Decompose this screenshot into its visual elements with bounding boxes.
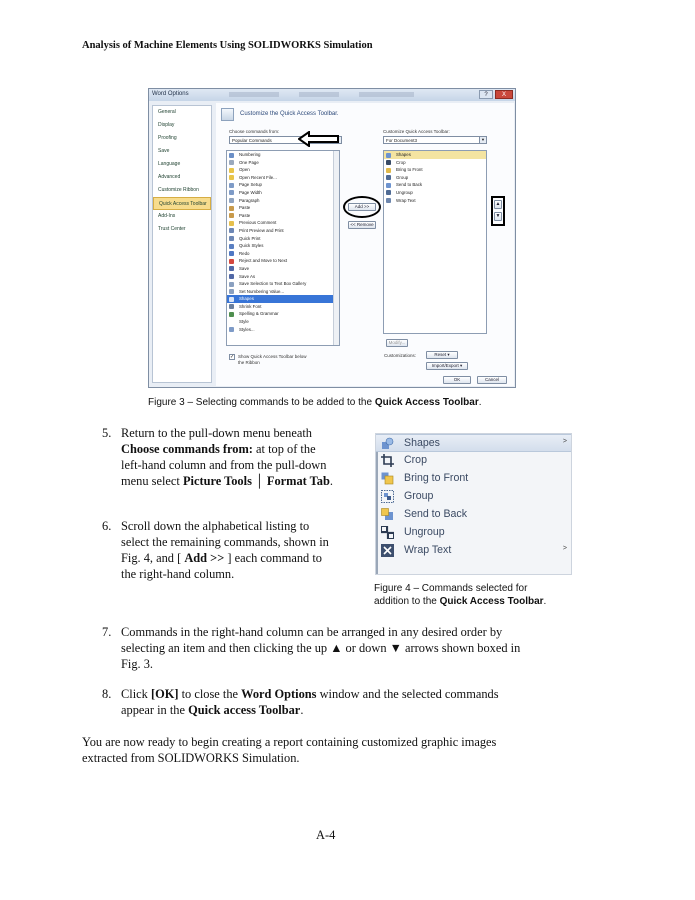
paste-icon: [229, 213, 234, 218]
crop-icon: [381, 454, 394, 467]
step-line: Scroll down the alphabetical listing to: [121, 519, 310, 533]
move-down-button[interactable]: ▼: [495, 213, 501, 219]
numbering-value-icon: [229, 289, 234, 294]
step-line: Click [OK] to close the Word Options window and the selected commands: [121, 687, 499, 701]
page-width-icon: [229, 190, 234, 195]
bring-to-front-icon: [381, 472, 394, 485]
list-item[interactable]: Paste: [227, 212, 339, 220]
wrap-text-icon: [386, 198, 391, 203]
closing-paragraph: [82, 734, 582, 766]
step-line: select the remaining commands, shown in: [121, 535, 329, 549]
list-item[interactable]: Wrap Text: [384, 197, 486, 205]
customizations-label: Customizations:: [384, 353, 417, 358]
running-header: Analysis of Machine Elements Using SOLIDWORKS Simulation: [82, 40, 373, 51]
show-below-checkbox[interactable]: ✓: [230, 354, 235, 360]
paragraph-line: You are now ready to begin creating a report containing customized graphic images: [82, 735, 497, 749]
spelling-icon: [229, 312, 234, 317]
list-item[interactable]: Save As: [227, 273, 339, 281]
chevron-down-icon[interactable]: ▼: [479, 137, 486, 143]
step-line: left-hand column and from the pull-down: [121, 458, 327, 472]
list-item[interactable]: Send to Back: [384, 181, 486, 189]
list-item[interactable]: Bring to Front: [376, 470, 571, 488]
list-item[interactable]: Spelling & Grammar: [227, 310, 339, 318]
open-recent-icon: [229, 175, 234, 180]
group-icon: [386, 175, 391, 180]
print-preview-icon: [229, 228, 234, 233]
list-item[interactable]: Quick Styles: [227, 242, 339, 250]
list-item[interactable]: Print Preview and Print: [227, 227, 339, 235]
step-number: 7.: [102, 625, 112, 639]
save-as-icon: [229, 274, 234, 279]
list-item[interactable]: One Page: [227, 159, 339, 167]
dialog-title: Word Options: [152, 91, 189, 97]
open-folder-icon: [229, 168, 234, 173]
list-item[interactable]: Wrap Text >: [376, 542, 571, 560]
list-item[interactable]: Bring to Front: [384, 166, 486, 174]
list-item[interactable]: Page Width: [227, 189, 339, 197]
crop-icon: [386, 160, 391, 165]
options-nav: [152, 105, 212, 383]
pane-title: Customize the Quick Access Toolbar.: [240, 111, 339, 117]
expand-icon: >: [562, 545, 567, 552]
nav-language[interactable]: Language: [158, 161, 181, 167]
numbering-icon: [229, 153, 234, 158]
list-item[interactable]: Open Recent File...: [227, 174, 339, 182]
nav-trust-center[interactable]: Trust Center: [158, 226, 186, 232]
help-button[interactable]: ?: [479, 90, 493, 99]
figure-4-command-list: [375, 433, 572, 575]
send-to-back-icon: [386, 183, 391, 188]
send-to-back-icon: [381, 508, 394, 521]
reject-icon: [229, 259, 234, 264]
nav-display[interactable]: Display: [158, 122, 175, 128]
customize-qat-value: For Document3: [386, 138, 418, 143]
customize-qat-label: Customize Quick Access Toolbar:: [383, 129, 450, 134]
ungroup-icon: [381, 526, 394, 539]
choose-commands-label: Choose commands from:: [229, 129, 280, 134]
list-item[interactable]: Style: [227, 318, 339, 326]
list-item[interactable]: Paragraph: [227, 197, 339, 205]
list-item[interactable]: Crop: [384, 159, 486, 167]
modify-button[interactable]: Modify...: [386, 339, 408, 347]
redo-icon: [229, 251, 234, 256]
figure-4-caption: Figure 4 – Commands selected for addition to the Quick Access Toolbar.: [374, 583, 547, 607]
import-export-button[interactable]: Import/Export ▾: [426, 362, 468, 370]
choose-commands-value: Popular Commands: [232, 138, 272, 143]
shapes-icon: [386, 153, 391, 158]
quick-styles-icon: [229, 244, 234, 249]
qat-commands-list[interactable]: [383, 150, 487, 334]
list-item[interactable]: Quick Print: [227, 235, 339, 243]
list-item[interactable]: Ungroup: [376, 524, 571, 542]
list-item-selected[interactable]: Shapes >: [376, 434, 571, 452]
shrink-font-icon: [229, 304, 234, 309]
step-line: Fig. 4, and [ Add >> ] each command to: [121, 551, 322, 565]
figure-3-caption: Figure 3 – Selecting commands to be added to the Quick Access Toolbar.: [148, 397, 482, 408]
step-line: Return to the pull-down menu beneath: [121, 426, 312, 440]
list-item[interactable]: Crop: [376, 452, 571, 470]
expand-icon: >: [562, 438, 567, 445]
shapes-icon: [229, 297, 234, 302]
callout-arrow-icon: [298, 131, 340, 147]
callout-oval: [343, 196, 381, 218]
paragraph-icon: [229, 198, 234, 203]
comment-icon: [229, 221, 234, 226]
dialog-titlebar: [149, 89, 515, 101]
close-button[interactable]: X: [495, 90, 513, 99]
blurred-title-region: [359, 92, 414, 97]
page-setup-icon: [229, 183, 234, 188]
nav-general[interactable]: General: [158, 109, 176, 115]
step-line: Commands in the right-hand column can be arranged in any desired order by: [121, 625, 503, 639]
one-page-icon: [229, 160, 234, 165]
step-line: menu select Picture Tools │ Format Tab.: [121, 474, 333, 488]
list-item[interactable]: Shrink Font: [227, 303, 339, 311]
bring-to-front-icon: [386, 168, 391, 173]
list-item[interactable]: Paste: [227, 204, 339, 212]
save-icon: [229, 266, 234, 271]
step-number: 5.: [102, 426, 112, 440]
list-item[interactable]: Save Selection to Text Box Gallery: [227, 280, 339, 288]
toolbar-icon: [221, 108, 234, 121]
qat-pane: [216, 103, 514, 386]
style-icon: [229, 320, 234, 325]
word-options-dialog: [148, 88, 516, 388]
wrap-text-icon: [381, 544, 394, 557]
step-line: selecting an item and then clicking the up ▲ or down ▼ arrows shown boxed in: [121, 641, 521, 655]
step-line: the right-hand column.: [121, 567, 235, 581]
blurred-title-region: [229, 92, 279, 97]
remove-button[interactable]: << Remove: [348, 221, 376, 229]
step-line: Fig. 3.: [121, 657, 154, 671]
list-item-selected[interactable]: Shapes: [384, 151, 486, 159]
nav-add-ins[interactable]: Add-Ins: [158, 213, 176, 219]
paragraph-line: extracted from SOLIDWORKS Simulation.: [82, 751, 300, 765]
add-button[interactable]: Add >>: [348, 203, 376, 211]
list-item-selected[interactable]: Shapes: [227, 295, 339, 303]
nav-quick-access-toolbar[interactable]: Quick Access Toolbar: [153, 197, 211, 210]
list-item[interactable]: Reject and Move to Next: [227, 257, 339, 265]
list-item[interactable]: Numbering: [227, 151, 339, 159]
step-number: 6.: [102, 519, 112, 533]
list-item[interactable]: Group: [376, 488, 571, 506]
list-item[interactable]: Redo: [227, 250, 339, 258]
page-number: A-4: [316, 828, 336, 842]
styles-icon: [229, 327, 234, 332]
shapes-icon: [381, 437, 394, 450]
list-item[interactable]: Send to Back: [376, 506, 571, 524]
nav-customize-ribbon[interactable]: Customize Ribbon: [158, 187, 199, 193]
show-below-label: Show Quick Access Toolbar below the Ribbon: [238, 354, 307, 365]
list-item[interactable]: Group: [384, 174, 486, 182]
list-item[interactable]: Set Numbering Value...: [227, 288, 339, 296]
blurred-title-region: [299, 92, 339, 97]
list-item[interactable]: Styles...: [227, 326, 339, 334]
cancel-button[interactable]: Cancel: [477, 376, 507, 384]
reset-button[interactable]: Reset ▾: [426, 351, 458, 359]
list-item[interactable]: Page Setup: [227, 181, 339, 189]
text-box-icon: [229, 282, 234, 287]
group-icon: [381, 490, 394, 503]
step-line: Choose commands from: at top of the: [121, 442, 316, 456]
list-item[interactable]: Save: [227, 265, 339, 273]
nav-advanced[interactable]: Advanced: [158, 174, 181, 180]
nav-save[interactable]: Save: [158, 148, 170, 154]
paste-icon: [229, 206, 234, 211]
ungroup-icon: [386, 190, 391, 195]
ok-button[interactable]: OK: [443, 376, 471, 384]
list-scrollbar[interactable]: [333, 151, 339, 345]
customize-qat-combo[interactable]: [383, 136, 487, 144]
list-item[interactable]: Previous Comment: [227, 219, 339, 227]
list-item[interactable]: Open: [227, 166, 339, 174]
move-up-button[interactable]: ▲: [495, 201, 501, 207]
list-item[interactable]: Ungroup: [384, 189, 486, 197]
step-line: appear in the Quick access Toolbar.: [121, 703, 304, 717]
nav-proofing[interactable]: Proofing: [158, 135, 177, 141]
available-commands-list[interactable]: [226, 150, 340, 346]
quick-print-icon: [229, 236, 234, 241]
step-number: 8.: [102, 687, 112, 701]
